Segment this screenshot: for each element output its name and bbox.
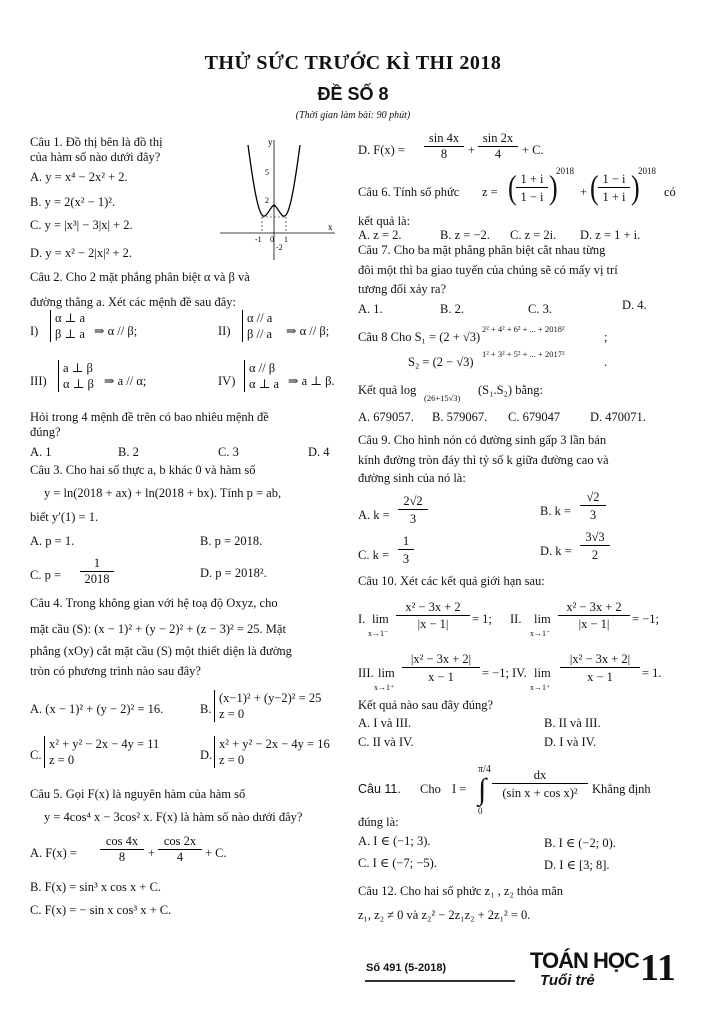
tick-0: 0 <box>270 235 274 244</box>
q7-text: tương đối xảy ra? <box>358 282 447 296</box>
q8-option-b: B. 579067. <box>432 410 488 424</box>
exam-number: ĐỀ SỐ 8 <box>317 84 389 104</box>
page-title: THỬ SỨC TRƯỚC KÌ THI 2018 <box>204 52 502 74</box>
q11-kq: đúng là: <box>358 815 399 829</box>
tick-5: 5 <box>265 168 269 177</box>
x-label: x <box>328 222 333 232</box>
q6-option-c: C. z = 2i. <box>510 228 557 242</box>
footer-rule <box>365 980 515 982</box>
tick-minus1: -1 <box>255 235 262 244</box>
q3-text: biết y′(1) = 1. <box>30 510 99 524</box>
q4-text: tròn có phương trình nào sau đây? <box>30 664 201 678</box>
q9-text: kính đường tròn đáy thì tỷ số k giữa đường cao và <box>358 453 609 467</box>
q3-option-b: B. p = 2018. <box>200 534 263 548</box>
q1-option-c: C. y = |x³| − 3|x| + 2. <box>30 218 133 232</box>
q6-option-a: A. z = 2. <box>358 228 402 242</box>
q12-text: Câu 12. Cho hai số phức z₁ , z₂ thỏa mãn <box>358 884 564 898</box>
q3-text: y = ln(2018 + ax) + ln(2018 + bx). Tính p = ab, <box>44 486 282 500</box>
q1-option-a: A. y = x⁴ − 2x² + 2. <box>30 170 128 184</box>
q2-text: đường thẳng a. Xét các mệnh đề sau đây: <box>30 295 237 309</box>
q11-option-c: C. I ∈ (−7; −5). <box>358 856 437 870</box>
logo-title: TOÁN HỌC <box>530 948 639 973</box>
q1-text: Câu 1. Đồ thị bên là đồ thị <box>30 135 163 149</box>
q1-option-d: D. y = x² − 2|x|² + 2. <box>30 246 133 260</box>
issue-number: Số 491 (5-2018) <box>366 962 447 974</box>
q2-option-d: D. 4 <box>308 445 330 459</box>
tick-2: 2 <box>265 196 269 205</box>
q1-option-b: B. y = 2(x² − 1)². <box>30 195 116 209</box>
q5-option-b: B. F(x) = sin³ x cos x + C. <box>30 880 162 894</box>
q3-text: Câu 3. Cho hai số thực a, b khác 0 và hàm số <box>30 463 256 477</box>
page: THỬ SỨC TRƯỚC KÌ THI 2018 ĐỀ SỐ 8 (Thời gian làm bài: 90 phút) Câu 1. Đồ thị bên là đồ thị của hàm số nào dưới đây? A. y = x⁴ − 2x² + 2. B. y = 2(x² − 1)². C. y = |x³| − 3|x| + 2. D. y = x² − 2|x|² + 2. y x 5 2 -1 0 1 -2 Câu 2. Cho 2 mặt phẳng phân biệt α và β và đường thẳng a. Xét các mệnh đề sau đây: I) α ⊥ a β ⊥ a ⇒ α // β; II) α // a β // a ⇒ α // β; III) a ⊥ β α ⊥ β ⇒ a // α; IV) α // β α ⊥ a ⇒ a ⊥ β. Hỏi trong 4 mệnh đề trên có bao nhiêu mệnh đề đúng? A. 1 B. 2 C. 3 D. 4 Câu 3. Cho hai số thực a, b khác 0 và hàm số y = ln(2018 + ax) + ln(2018 + bx). Tính p = ab, biết y′(1) = 1. A. p = 1. B. p = 2018. C. p = 1 2018 D. p = 2018². Câu 4. Trong không gian với hệ toạ độ Oxyz, cho mặt cầu (S): (x − 1)² + (y − 2)² + (z − 3)² = 25. Mặt phẳng (xOy) cắt mặt cầu (S) một thiết diện là đường tròn có phương trình nào sau đây? A. (x − 1)² + (y − 2)² = 16. B. (x−1)² + (y−2)² = 25 z = 0 C. x² + y² − 2x − 4y = 11 z = 0 D. x² + y² − 2x − 4y = 16 z = 0 Câu 5. Gọi F(x) là nguyên hàm của hàm số y = 4cos⁴ x − 3cos² x. F(x) là hàm số nào dưới đây? A. F(x) = cos 4x 8 + cos 2x 4 + C. B. F(x) = sin³ x cos x + C. C. F(x) = − sin x cos³ x + C. D. F(x) = sin 4x 8 + sin 2x 4 + C. Câu 6. Tính số phức z = ( 1 + i 1 − i ) 2018 + ( 1 − i 1 + i ) 2018 có kết quả là: A. z = 2. B. z = −2. C. z = 2i. D. z = 1 + i. Câu 7. Cho ba mặt phẳng phân biệt cắt nhau từng đôi một thì ba giao tuyến của chúng sẽ có mấy vị trí tương đối xảy ra? A. 1. B. 2. C. 3. D. 4. Câu 8 Cho S₁ = (2 + √3) 2² + 4² + 6² + ... + 2018² ; S₂ = (2 − √3) 1² + 3² + 5² + ... + 2017² . Kết quả log (26+15√3) (S₁.S₂) bằng: A. 679057. B. 579067. C. 679047 D. 470071. Câu 9. Cho hình nón có đường sinh gấp 3 lần bán kính đường tròn đáy thì tỷ số k giữa đường cao và đường sinh của nó là: A. k = 2√2 3 B. k = √2 3 C. k = 1 3 D. k = 3√3 2 Câu 10. Xét các kết quả giới hạn sau: I. lim x→1⁻ x² − 3x + 2 |x − 1| = 1; II. lim x→1⁻ x² − 3x + 2 |x − 1| = −1; III. lim x→1⁺ |x² − 3x + 2| x − 1 = −1; IV. lim x→1⁺ |x² − 3x + 2| x − 1 = 1. Kết quả nào sau đây đúng? A. I và III. B. II và III. C. II và IV. D. I và IV. Câu 11. Cho I = π/4 ∫ 0 dx (sin x + cos x)² Khẳng định đúng là: A. I ∈ (−1; 3). B. I ∈ (−2; 0). C. I ∈ (−7; −5). D. I ∈ [3; 8]. Câu 12. Cho hai số phức z₁ , z₂ thỏa mãn z₁, z₂ ≠ 0 và z₂² − 2z₁z₂ + 2z₁² = 0. Số 491 (5-2018) TOÁN HỌC Tuổi trẻ 11 <box>0 0 706 1024</box>
q3-option-d: D. p = 2018². <box>200 566 267 580</box>
q7-option-a: A. 1. <box>358 302 383 316</box>
q7-text: Câu 7. Cho ba mặt phẳng phân biệt cắt nhau từng <box>358 243 606 257</box>
q10-option-a: A. I và III. <box>358 716 412 730</box>
logo-subtitle: Tuổi trẻ <box>540 972 595 989</box>
q10-kq: Kết quả nào sau đây đúng? <box>358 698 494 712</box>
q2-text: Câu 2. Cho 2 mặt phẳng phân biệt α và β và <box>30 270 250 284</box>
tick-1: 1 <box>284 235 288 244</box>
q9-text: Câu 9. Cho hình nón có đường sinh gấp 3 lần bán <box>358 433 607 447</box>
q7-text: đôi một thì ba giao tuyến của chúng sẽ có mấy vị trí <box>358 263 618 277</box>
q4-text: mặt cầu (S): (x − 1)² + (y − 2)² + (z − 3)² = 25. Mặt <box>30 622 286 636</box>
q10-option-c: C. II và IV. <box>358 735 414 749</box>
q8-option-d: D. 470071. <box>590 410 646 424</box>
tick-minus2: -2 <box>276 243 283 252</box>
q6-option-d: D. z = 1 + i. <box>580 228 641 242</box>
q2-question: đúng? <box>30 425 61 439</box>
function-graph <box>210 135 340 265</box>
q11-option-a: A. I ∈ (−1; 3). <box>358 834 431 848</box>
q5-text: Câu 5. Gọi F(x) là nguyên hàm của hàm số <box>30 787 246 801</box>
q2-question: Hỏi trong 4 mệnh đề trên có bao nhiêu mệnh đề <box>30 410 269 424</box>
q7-option-b: B. 2. <box>440 302 464 316</box>
q8-option-a: A. 679057. <box>358 410 414 424</box>
q8-option-c: C. 679047 <box>508 410 561 424</box>
q4-option-a: A. (x − 1)² + (y − 2)² = 16. <box>30 702 164 716</box>
q4-text: phẳng (xOy) cắt mặt cầu (S) một thiết diện là đường <box>30 644 292 658</box>
q3-option-a: A. p = 1. <box>30 534 75 548</box>
page-number: 11 <box>640 947 676 989</box>
q7-option-d: D. 4. <box>622 298 647 312</box>
q5-option-c: C. F(x) = − sin x cos³ x + C. <box>30 903 172 917</box>
q7-option-c: C. 3. <box>528 302 552 316</box>
q10-option-d: D. I và IV. <box>544 735 597 749</box>
q12-text: z₁, z₂ ≠ 0 và z₂² − 2z₁z₂ + 2z₁² = 0. <box>358 908 531 922</box>
q4-text: Câu 4. Trong không gian với hệ toạ độ Oxyz, cho <box>30 596 278 610</box>
q6-kq: kết quả là: <box>358 214 411 228</box>
q2-option-c: C. 3 <box>218 445 239 459</box>
q11-option-b: B. I ∈ (−2; 0). <box>544 836 616 850</box>
q9-text: đường sinh của nó là: <box>358 471 466 485</box>
q10-text: Câu 10. Xét các kết quả giới hạn sau: <box>358 574 545 588</box>
q1-text: của hàm số nào dưới đây? <box>30 150 161 164</box>
q2-option-b: B. 2 <box>118 445 139 459</box>
time-note: (Thời gian làm bài: 90 phút) <box>295 110 411 121</box>
q2-option-a: A. 1 <box>30 445 52 459</box>
q5-text: y = 4cos⁴ x − 3cos² x. F(x) là hàm số nào dưới đây? <box>44 810 303 824</box>
q6-option-b: B. z = −2. <box>440 228 490 242</box>
q10-option-b: B. II và III. <box>544 716 601 730</box>
y-label: y <box>268 137 273 147</box>
q11-option-d: D. I ∈ [3; 8]. <box>544 858 610 872</box>
